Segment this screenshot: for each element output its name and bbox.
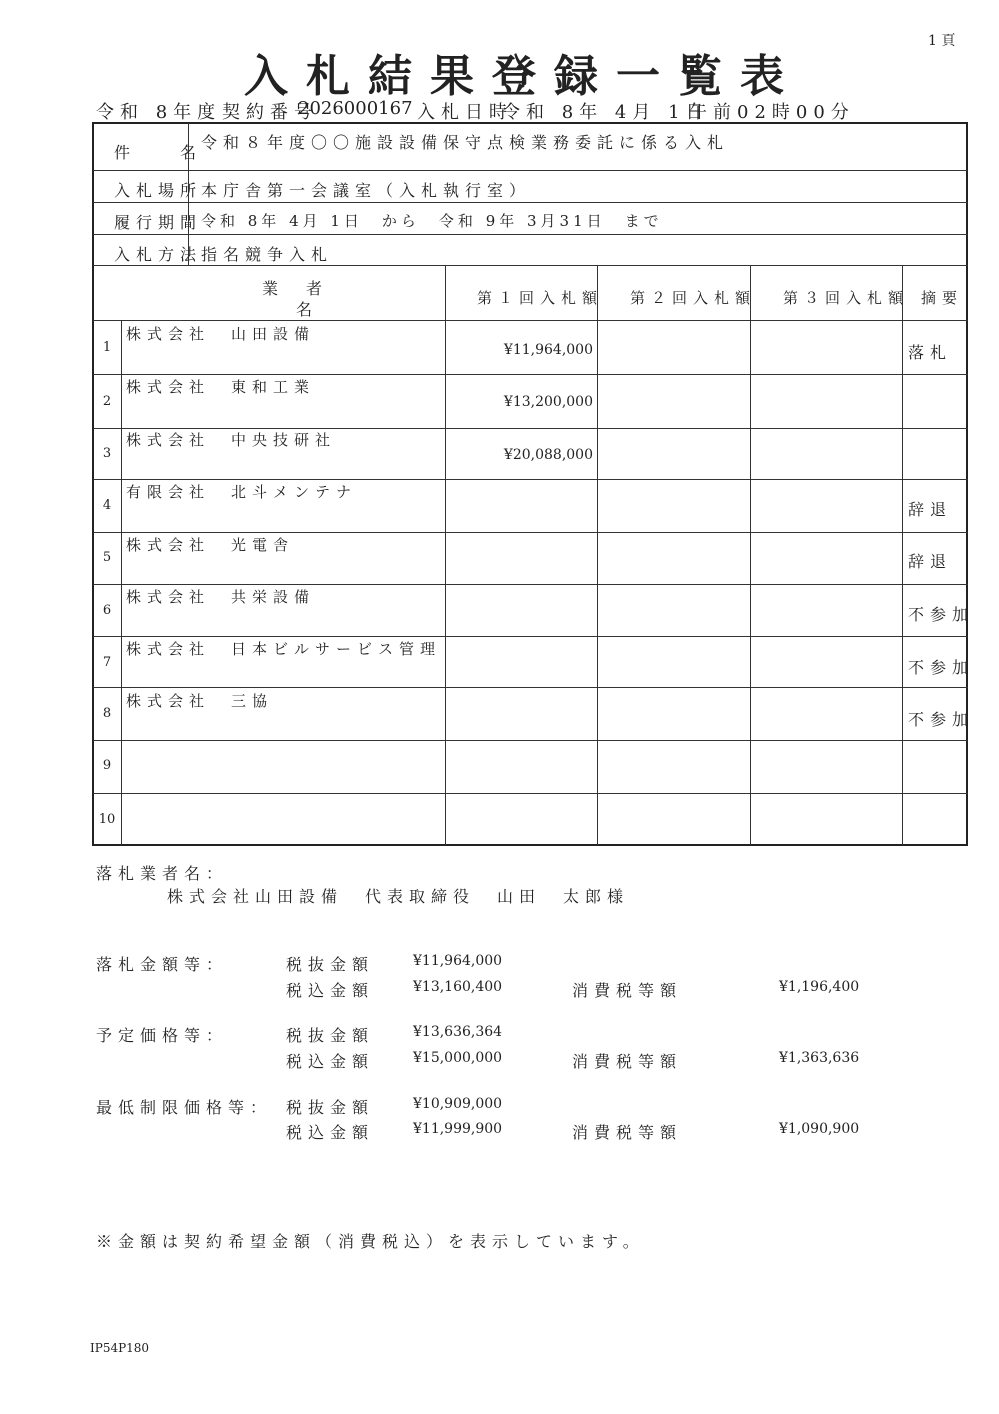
form-code: IP54P180: [90, 1341, 150, 1355]
bidder-name: 株式会社 東和工業: [126, 378, 316, 396]
info-value-place: 本庁舎第一会議室（入札執行室）: [201, 181, 532, 200]
bidder-name: 株式会社 共栄設備: [126, 588, 316, 606]
row-number: 5: [102, 550, 112, 565]
bid-note: 不参加: [908, 710, 975, 729]
col-bid1-header: 第１回入札額: [477, 289, 604, 307]
time-value: 午前02時00分: [689, 102, 855, 123]
page-title: 入札結果登録一覧表: [244, 51, 802, 102]
info-label-method: 入札方法: [114, 245, 203, 264]
row-number: 8: [102, 706, 112, 721]
summary-excl-value: ¥13,636,364: [413, 1024, 503, 1040]
row-number: 4: [102, 498, 112, 513]
row-number: 2: [102, 394, 112, 409]
summary-tax-label: 消費税等額: [572, 1052, 683, 1071]
contract-no-label: 契約番号: [222, 102, 318, 123]
info-value-period: 令和 8年 4月 1日 から 令和 9年 3月31日 まで: [201, 212, 663, 230]
bidder-name: 有限会社 北斗メンテナ: [126, 483, 358, 501]
page-number: 1 頁: [928, 33, 956, 49]
bid-note: 不参加: [908, 658, 975, 677]
summary-tax-value: ¥1,090,900: [779, 1121, 860, 1137]
bidder-name: 株式会社 光電舎: [126, 536, 295, 554]
bid1-amount: ¥20,088,000: [503, 447, 593, 463]
summary-incl-value: ¥15,000,000: [413, 1050, 503, 1066]
summary-label: 最低制限価格等：: [96, 1098, 273, 1117]
bid1-amount: ¥13,200,000: [503, 394, 593, 410]
summary-label: 予定価格等：: [96, 1026, 229, 1045]
bid-note: 落札: [908, 343, 953, 362]
row-number: 6: [102, 603, 112, 618]
col-bid3-header: 第３回入札額: [783, 289, 910, 307]
contract-no: 2026000167: [298, 98, 413, 119]
footer-note: ※金額は契約希望金額（消費税込）を表示しています。: [96, 1232, 645, 1251]
summary-label: 落札金額等：: [96, 955, 229, 974]
summary-excl-value: ¥11,964,000: [413, 953, 503, 969]
info-label-subject: 件 名: [114, 143, 203, 162]
date-value: 令和 8年 4月 1日: [502, 102, 710, 123]
bidder-name: 株式会社 日本ビルサービス管理: [126, 640, 442, 658]
summary-excl-value: ¥10,909,000: [413, 1096, 503, 1112]
winner-label: 落札業者名：: [96, 864, 229, 883]
summary-tax-value: ¥1,196,400: [779, 979, 860, 995]
row-number: 10: [98, 812, 116, 827]
summary-excl-label: 税抜金額: [286, 955, 375, 974]
summary-tax-value: ¥1,363,636: [779, 1050, 860, 1066]
summary-excl-label: 税抜金額: [286, 1026, 375, 1045]
summary-excl-label: 税抜金額: [286, 1098, 375, 1117]
row-number: 7: [102, 655, 112, 670]
summary-tax-label: 消費税等額: [572, 1123, 683, 1142]
col-bid2-header: 第２回入札額: [630, 289, 757, 307]
row-number: 3: [102, 446, 112, 461]
summary-incl-value: ¥11,999,900: [413, 1121, 503, 1137]
info-label-place: 入札場所: [114, 181, 203, 200]
summary-incl-label: 税込金額: [286, 1123, 375, 1142]
col-name-header-top: 業 者: [262, 279, 329, 298]
info-value-subject: 令和８年度〇〇施設設備保守点検業務委託に係る入札: [201, 133, 730, 152]
winner-value: 株式会社山田設備 代表取締役 山田 太郎様: [167, 887, 630, 906]
bid1-amount: ¥11,964,000: [503, 342, 593, 358]
summary-incl-value: ¥13,160,400: [413, 979, 503, 995]
bid-note: 辞退: [908, 500, 953, 519]
summary-incl-label: 税込金額: [286, 981, 375, 1000]
col-name-header-bottom: 名: [296, 300, 319, 319]
bidder-name: 株式会社 山田設備: [126, 325, 316, 343]
row-number: 9: [102, 758, 112, 773]
row-number: 1: [102, 340, 112, 355]
col-note-header: 摘要: [921, 289, 964, 307]
bidder-name: 株式会社 三協: [126, 692, 274, 710]
info-value-method: 指名競争入札: [201, 245, 334, 264]
bid-note: 不参加: [908, 605, 975, 624]
fiscal-year: 令和 8年度: [96, 102, 222, 123]
bid-note: 辞退: [908, 552, 953, 571]
summary-tax-label: 消費税等額: [572, 981, 683, 1000]
info-label-period: 履行期間: [114, 213, 203, 232]
date-label: 入札日時: [417, 102, 513, 123]
bidder-name: 株式会社 中央技研社: [126, 431, 337, 449]
summary-incl-label: 税込金額: [286, 1052, 375, 1071]
